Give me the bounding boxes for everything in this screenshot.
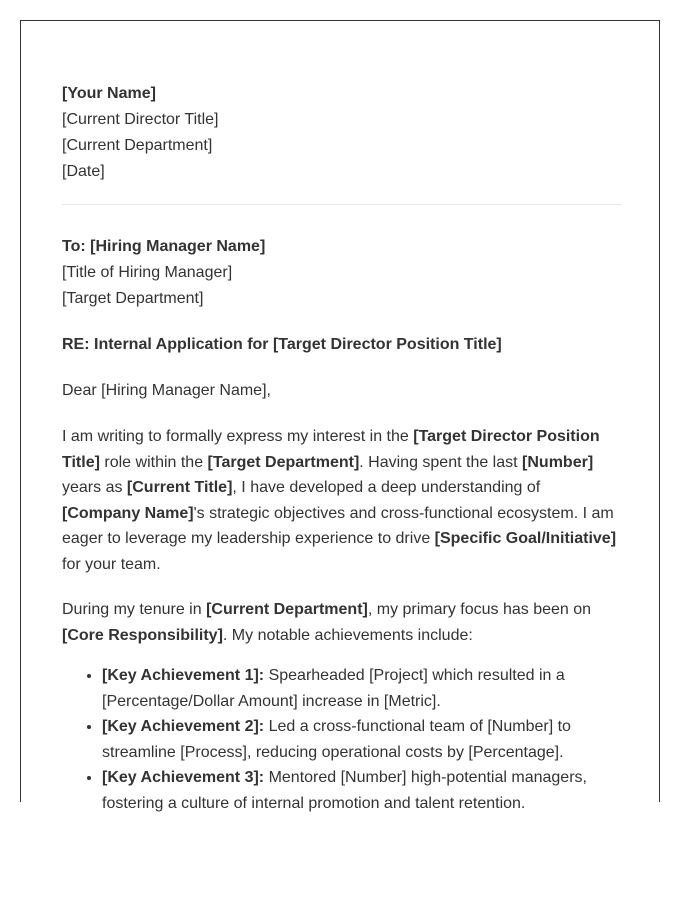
recipient-block xyxy=(62,234,622,312)
achievement-text: Mentored [Number] high-potential managers, fostering a culture of internal promotion and talent retention. xyxy=(102,769,587,812)
achievement-text: Spearheaded [Project] which resulted in a [Percentage/Dollar Amount] increase in [Metric]. xyxy=(102,667,565,710)
list-item xyxy=(102,663,622,714)
list-item xyxy=(102,714,622,765)
letter-content xyxy=(62,81,622,816)
sender-department: [Current Department] xyxy=(62,137,213,154)
achievement-text: Led a cross-functional team of [Number] to streamline [Process], reducing operational costs by [Percentage]. xyxy=(102,718,571,761)
core-responsibility-placeholder: [Core Responsibility] xyxy=(62,626,223,644)
paragraph-text: . Having spent the last xyxy=(359,453,523,471)
achievement-label: [Key Achievement 3]: xyxy=(102,769,265,786)
target-position-placeholder: [Target Director Position Title] xyxy=(62,428,600,471)
target-department-placeholder: [Target Department] xyxy=(207,453,360,471)
current-title-placeholder: [Current Title] xyxy=(126,479,233,496)
salutation: Dear [Hiring Manager Name], xyxy=(62,382,271,399)
paragraph-text: for your team. xyxy=(62,555,161,573)
sender-block xyxy=(62,81,622,185)
paragraph-text: role within the xyxy=(99,453,208,471)
letter-page xyxy=(20,20,660,812)
list-item xyxy=(102,765,622,816)
paragraph-text: . My notable achievements include: xyxy=(222,626,473,644)
recipient-title: [Title of Hiring Manager] xyxy=(62,264,233,281)
recipient-department: [Target Department] xyxy=(62,290,204,307)
paragraph-text: , my primary focus has been on xyxy=(367,601,592,618)
paragraph-intro xyxy=(62,424,622,577)
achievement-label: [Key Achievement 1]: xyxy=(102,667,265,684)
paragraph-text: During my tenure in xyxy=(62,601,207,618)
sender-date: [Date] xyxy=(62,163,105,180)
company-name-placeholder: [Company Name] xyxy=(62,504,194,522)
paragraph-text: I am writing to formally express my interest in the xyxy=(62,428,414,445)
paragraph-text: 's strategic objectives and cross-functional ecosystem. I am eager to leverage my leadership experience to drive xyxy=(62,504,614,547)
recipient-to: To: [Hiring Manager Name] xyxy=(62,238,266,255)
paragraph-text: , I have developed a deep understanding of xyxy=(232,479,541,496)
sender-title: [Current Director Title] xyxy=(62,111,219,128)
subject-line: RE: Internal Application for [Target Director Position Title] xyxy=(62,336,502,353)
specific-goal-placeholder: [Specific Goal/Initiative] xyxy=(434,530,617,547)
paragraph-tenure xyxy=(62,597,622,648)
current-department-placeholder: [Current Department] xyxy=(206,601,368,618)
achievement-label: [Key Achievement 2]: xyxy=(102,718,265,735)
paragraph-text: years as xyxy=(62,479,127,496)
divider xyxy=(62,204,622,205)
sender-name: [Your Name] xyxy=(62,85,156,102)
number-placeholder: [Number] xyxy=(522,453,594,471)
achievements-list xyxy=(62,663,622,816)
